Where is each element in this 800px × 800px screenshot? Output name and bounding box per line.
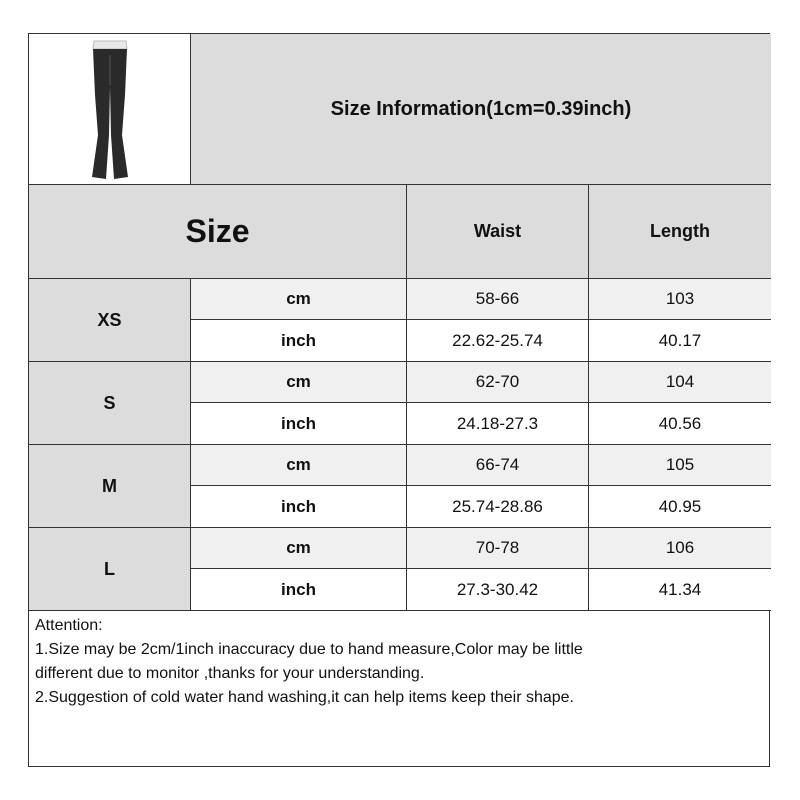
- waist-value: 70-78: [407, 528, 589, 569]
- pants-image: [70, 35, 150, 183]
- unit-cm: cm: [191, 279, 407, 320]
- length-value: 41.34: [589, 569, 771, 611]
- unit-cm: cm: [191, 362, 407, 403]
- attention-line-1: 1.Size may be 2cm/1inch inaccuracy due to hand measure,Color may be little: [35, 641, 583, 658]
- waist-value: 25.74-28.86: [407, 486, 589, 528]
- unit-cm: cm: [191, 445, 407, 486]
- unit-inch: inch: [191, 569, 407, 611]
- size-label-l: L: [29, 528, 191, 611]
- unit-inch: inch: [191, 403, 407, 445]
- size-label-xs: XS: [29, 279, 191, 362]
- length-value: 105: [589, 445, 771, 486]
- size-label-m: M: [29, 445, 191, 528]
- waist-value: 62-70: [407, 362, 589, 403]
- chart-title: Size Information(1cm=0.39inch): [191, 34, 771, 185]
- attention-notes: [29, 610, 769, 714]
- size-chart: [28, 33, 770, 767]
- waist-value: 27.3-30.42: [407, 569, 589, 611]
- length-value: 103: [589, 279, 771, 320]
- length-value: 104: [589, 362, 771, 403]
- length-value: 40.95: [589, 486, 771, 528]
- waist-value: 24.18-27.3: [407, 403, 589, 445]
- attention-line-3: 2.Suggestion of cold water hand washing,it can help items keep their shape.: [35, 689, 574, 706]
- attention-line-2: different due to monitor ,thanks for your understanding.: [35, 665, 425, 682]
- size-label-s: S: [29, 362, 191, 445]
- unit-inch: inch: [191, 486, 407, 528]
- unit-inch: inch: [191, 320, 407, 362]
- waist-column-header: Waist: [407, 185, 589, 279]
- waist-value: 22.62-25.74: [407, 320, 589, 362]
- length-value: 40.17: [589, 320, 771, 362]
- size-column-header: Size: [29, 185, 407, 279]
- unit-cm: cm: [191, 528, 407, 569]
- attention-heading: Attention:: [35, 617, 103, 634]
- length-value: 40.56: [589, 403, 771, 445]
- length-column-header: Length: [589, 185, 771, 279]
- waist-value: 66-74: [407, 445, 589, 486]
- product-image-cell: [29, 34, 191, 185]
- waist-value: 58-66: [407, 279, 589, 320]
- length-value: 106: [589, 528, 771, 569]
